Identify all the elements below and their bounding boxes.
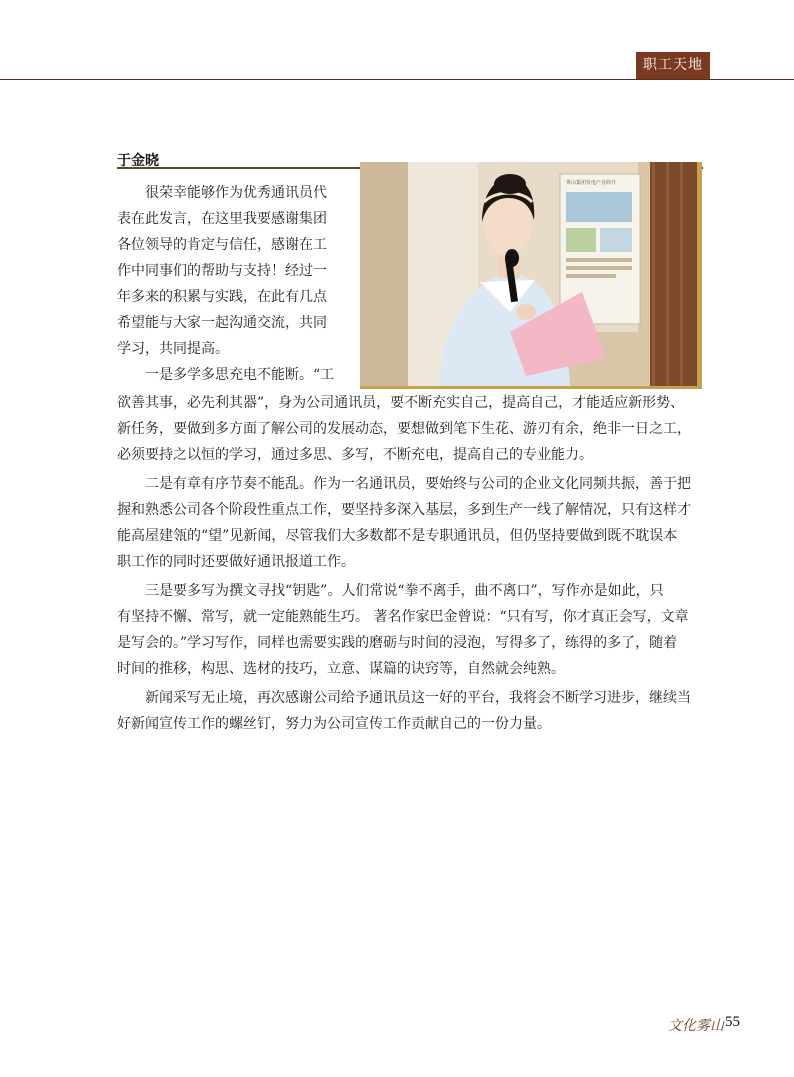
p2-line-3: 能高屋建瓴的“望”见新闻，尽管我们大多数都不是专职通讯员，但仍坚持要做到既不耽误本 — [117, 528, 678, 544]
author-name: 于金晓 — [117, 153, 159, 169]
intro-line-3: 各位领导的肯定与信任，感谢在工 — [117, 237, 327, 253]
intro-line-2: 表在此发言，在这里我要感谢集团 — [117, 211, 327, 227]
p1-line-2: 新任务，要做到多方面了解公司的发展动态，要想做到笔下生花、游刃有余，绝非一日之工， — [117, 421, 691, 437]
intro-line-1: 很荣幸能够作为优秀通讯员代 — [145, 185, 327, 201]
p3-line-4: 时间的推移，构思、选材的技巧，立意、谋篇的诀窍等，自然就会纯熟。 — [117, 661, 565, 677]
magazine-logo: 文化雾山 — [668, 1018, 724, 1034]
p3-line-2: 有坚持不懈、常写，就一定能熟能生巧。 著名作家巴金曾说：“只有写，你才真正会写，文章 — [117, 609, 689, 625]
p2-line-2: 握和熟悉公司各个阶段性重点工作，要坚持多深入基层，多到生产一线了解情况，只有这样才 — [117, 502, 691, 518]
section-tag: 职工天地 — [636, 52, 710, 79]
p4-line-1: 新闻采写无止境，再次感谢公司给予通讯员这一好的平台，我将会不断学习进步，继续当 — [145, 690, 691, 706]
page-number: 55 — [725, 1014, 740, 1030]
p3-line-1: 三是要多写为撰文寻找“钥匙”。人们常说“拳不离手，曲不离口”，写作亦是如此，只 — [145, 583, 664, 599]
header-rule — [0, 79, 794, 80]
p4-line-2: 好新闻宣传工作的螺丝钉，努力为公司宣传工作贡献自己的一份力量。 — [117, 716, 551, 732]
p1-line-3: 必须要持之以恒的学习，通过多思、多写，不断充电，提高自己的专业能力。 — [117, 447, 593, 463]
intro-line-6: 希望能与大家一起沟通交流，共同 — [117, 315, 327, 331]
p2-line-4: 职工作的同时还要做好通讯报道工作。 — [117, 554, 355, 570]
intro-line-7: 学习，共同提高。 — [117, 341, 229, 357]
intro-line-4: 作中同事们的帮助与支持！经过一 — [117, 263, 327, 279]
intro-line-5: 年多来的积累与实践，在此有几点 — [117, 289, 327, 305]
intro-line-8: 一是多学多思充电不能断。“工 — [145, 367, 335, 383]
p2-line-1: 二是有章有序节奏不能乱。作为一名通讯员，要始终与公司的企业文化同频共振，善于把 — [145, 476, 691, 492]
p1-line-1: 欲善其事，必先利其器”，身为公司通讯员，要不断充实自己，提高自己，才能适应新形势、 — [117, 395, 685, 411]
poster-title: 雾山集团发电产业简介 — [566, 180, 617, 186]
article-photo — [360, 162, 702, 389]
p3-line-3: 是写会的。”学习写作，同样也需要实践的磨砺与时间的浸泡，写得多了，练得的多了，随着 — [117, 635, 678, 651]
photo-speaker-illustration — [360, 162, 697, 386]
